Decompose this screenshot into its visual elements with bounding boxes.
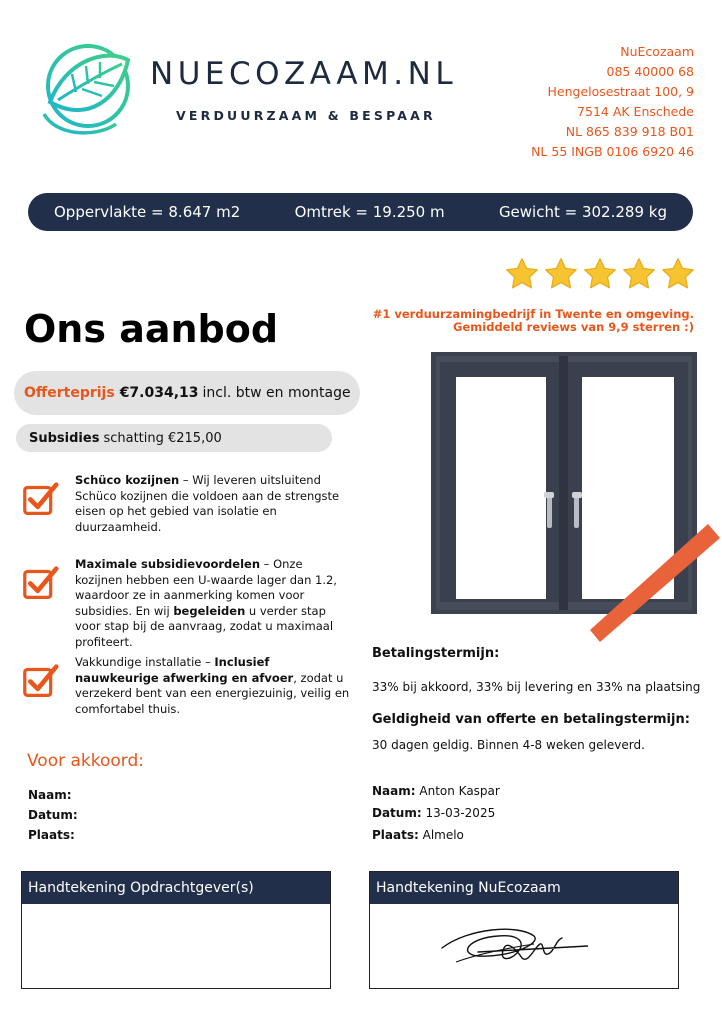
price-suffix: incl. btw en montage — [202, 385, 351, 401]
customer-date-value: 13-03-2025 — [425, 806, 496, 820]
star-icon — [660, 256, 696, 292]
company-iban: NL 55 INGB 0106 6920 46 — [531, 144, 694, 159]
client-signature-title: Handtekening Opdrachtgever(s) — [22, 872, 330, 904]
rating-line-2: Gemiddeld reviews van 9,9 sterren :) — [453, 320, 694, 334]
leaf-logo-icon — [36, 40, 136, 140]
validity-title: Geldigheid van offerte en betalingstermijn: — [372, 712, 690, 727]
subsidy-text: schatting €215,00 — [103, 430, 222, 446]
price-amount: €7.034,13 — [119, 385, 199, 401]
star-icon — [582, 256, 618, 292]
payment-title: Betalingstermijn: — [372, 646, 500, 661]
signature-image — [438, 918, 588, 970]
feature-title: Maximale subsidievoordelen — [75, 557, 261, 571]
customer-name — [372, 784, 500, 798]
feature-item — [22, 655, 362, 717]
client-signature-box[interactable] — [21, 871, 331, 989]
company-street: Hengelosestraat 100, 9 — [547, 84, 694, 99]
customer-date — [372, 806, 495, 820]
brand-name: NUECOZAAM.NL — [150, 56, 458, 92]
star-icon — [504, 256, 540, 292]
price-label: Offerteprijs — [24, 385, 115, 401]
stat-perimeter: Omtrek = 19.250 m — [294, 203, 445, 221]
company-name: NuEcozaam — [620, 44, 694, 59]
company-info — [531, 42, 694, 162]
feature-text — [75, 473, 350, 535]
feature-body: – Onze kozijnen hebben een U-waarde lager dan 1.2, waardoor ze in aanmerking komen voor subsidies. En wij — [75, 557, 337, 618]
feature-body: – Wij leveren uitsluitend Schüco kozijnen die voldoen aan de strengste eisen op het gebied van isolatie en duurzaamheid. — [75, 473, 340, 534]
customer-name-value: Anton Kaspar — [419, 784, 500, 798]
company-signature-title: Handtekening NuEcozaam — [370, 872, 678, 904]
payment-text: 33% bij akkoord, 33% bij levering en 33% na plaatsing — [372, 680, 701, 694]
feature-title: Inclusief nauwkeurige afwerking en afvoer — [75, 655, 294, 685]
customer-place — [372, 828, 464, 842]
feature-body: u verder stap voor stap bij de aanvraag, zodat u maximaal profiteert. — [75, 603, 334, 649]
feature-body: , zodat u verzekerd bent van een energiezuinig, veilig en comfortabel thuis. — [75, 670, 350, 716]
agreement-title: Voor akkoord: — [27, 751, 145, 771]
feature-text — [75, 655, 350, 717]
company-city: 7514 AK Enschede — [577, 104, 694, 119]
subsidy-label: Subsidies — [29, 430, 100, 446]
stat-weight: Gewicht = 302.289 kg — [498, 203, 667, 221]
stat-area: Oppervlakte = 8.647 m2 — [54, 203, 241, 221]
feature-text — [75, 557, 350, 650]
customer-place-value: Almelo — [422, 828, 464, 842]
rating-text — [373, 308, 694, 334]
agreement-place-label: Plaats: — [28, 828, 75, 842]
company-vat: NL 865 839 918 B01 — [565, 124, 694, 139]
subsidy-pill — [16, 424, 332, 452]
stats-bar — [28, 193, 693, 231]
feature-title: Schüco kozijnen — [75, 473, 180, 487]
feature-emphasis: begeleiden — [173, 603, 246, 618]
company-phone: 085 40000 68 — [606, 64, 694, 79]
rating-stars — [504, 256, 696, 292]
customer-name-label: Naam: — [372, 784, 416, 798]
offer-title: Ons aanbod — [24, 307, 279, 351]
checkbox-check-icon — [22, 481, 59, 518]
rating-line-1: #1 verduurzamingbedrijf in Twente en omgeving. — [372, 307, 694, 321]
customer-place-label: Plaats: — [372, 828, 419, 842]
checkbox-check-icon — [22, 565, 59, 602]
feature-body: Vakkundige installatie – — [75, 655, 215, 669]
window-frame-image — [428, 352, 720, 642]
agreement-name-label: Naam: — [28, 788, 72, 802]
checkbox-check-icon — [22, 663, 59, 700]
agreement-date-label: Datum: — [28, 808, 78, 822]
price-pill — [14, 371, 360, 415]
validity-text: 30 dagen geldig. Binnen 4-8 weken geleverd. — [372, 738, 645, 752]
star-icon — [543, 256, 579, 292]
star-icon — [621, 256, 657, 292]
feature-item — [22, 473, 362, 535]
brand-tagline: VERDUURZAAM & BESPAAR — [176, 108, 436, 123]
feature-item — [22, 557, 362, 650]
customer-date-label: Datum: — [372, 806, 422, 820]
